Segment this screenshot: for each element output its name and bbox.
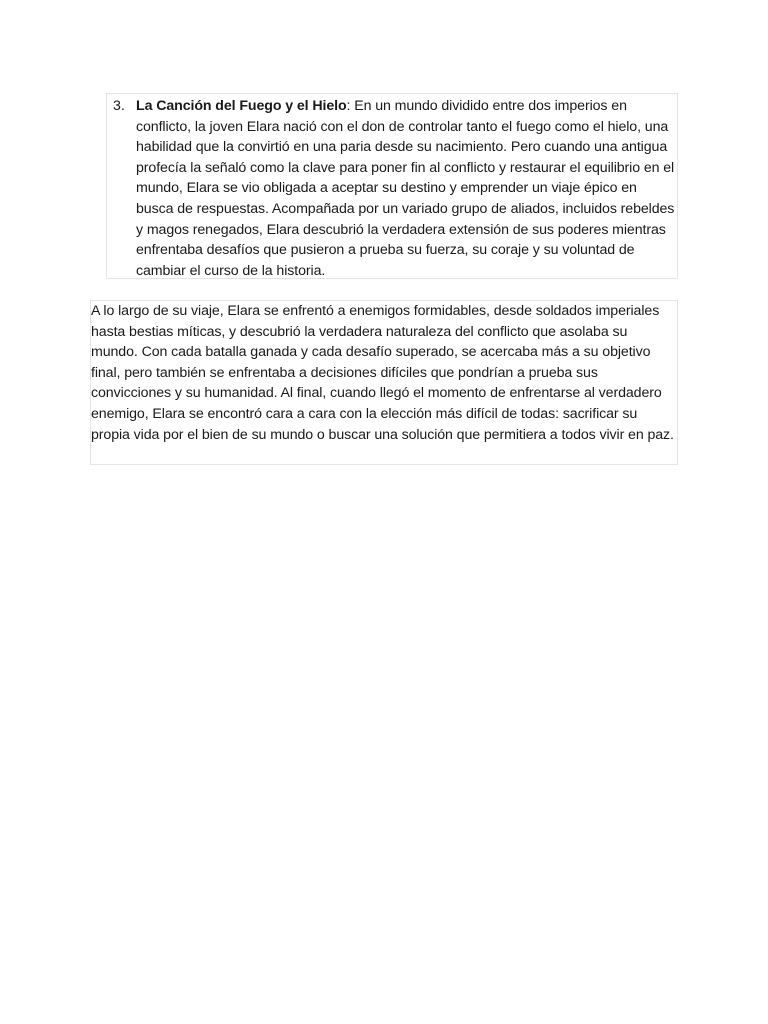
- list-item-body: : En un mundo dividido entre dos imperios en conflicto, la joven Elara nació con el don de controlar tanto el fuego como el hielo, una habilidad que la convirtió en una paria desde su nacimiento. Pero cuando una antigua profecía la señaló como la clave para poner fin al conflicto y restaurar el equilibrio en el mundo, Elara se vio obligada a aceptar su destino y emprender un viaje épico en busca de respuestas. Acompañada por un variado grupo de aliados, incluidos rebeldes y magos renegados, Elara descubrió la verdadera extensión de sus poderes mientras enfrentaba desafíos que pusieron a prueba su fuerza, su coraje y su voluntad de cambiar el curso de la historia.: [136, 98, 675, 279]
- paragraph-block[interactable]: [90, 300, 678, 465]
- numbered-list-item[interactable]: [106, 93, 678, 279]
- list-item-number: 3.: [113, 98, 125, 114]
- paragraph-text: A lo largo de su viaje, Elara se enfrentó a enemigos formidables, desde soldados imperiales hasta bestias míticas, y descubrió la verdadera naturaleza del conflicto que asolaba su mundo. Con cada batalla ganada y cada desafío superado, se acercaba más a su objetivo final, pero también se enfrentaba a decisiones difíciles que pondrían a prueba sus convicciones y su humanidad. Al final, cuando llegó el momento de enfrentarse al verdadero enemigo, Elara se encontró cara a cara con la elección más difícil de todas: sacrificar su propia vida por el bien de su mundo o buscar una solución que permitiera a todos vivir en paz.: [91, 303, 674, 443]
- list-item-title: La Canción del Fuego y el Hielo: [136, 98, 347, 114]
- list-item-text: [136, 96, 677, 281]
